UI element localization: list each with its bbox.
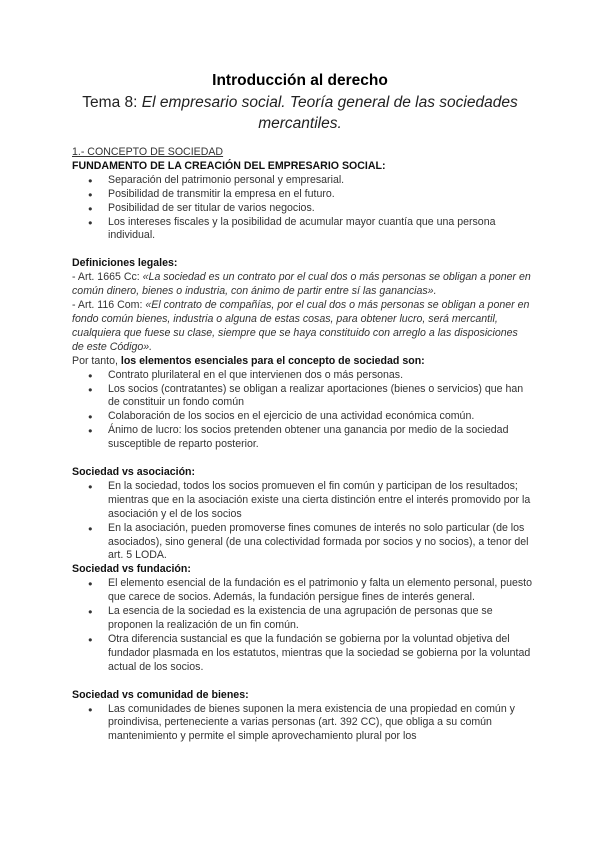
fundamento-list — [72, 174, 532, 244]
section-subheading: FUNDAMENTO DE LA CREACIÓN DEL EMPRESARIO SOCIAL: — [72, 159, 386, 172]
subtitle-prefix: Tema 8: — [82, 94, 142, 111]
list-item: ● En la asociación, pueden promoverse fines comunes de interés no solo particular (de los asociados), sino general (de una colectividad formada por socios y no socios), a tenor del art. 5 LODA. — [108, 522, 532, 564]
fundacion-heading: Sociedad vs fundación: — [72, 563, 191, 576]
subtitle-topic: El empresario social. Teoría general de las sociedades mercantiles. — [141, 94, 518, 132]
list-item: ● Ánimo de lucro: los socios pretenden obtener una ganancia por medio de la sociedad susceptible de reparto posterior. — [108, 424, 532, 452]
elementos-list — [72, 369, 532, 452]
document-body — [72, 146, 532, 744]
list-item: ● Contrato plurilateral en el que intervienen dos o más personas. — [108, 369, 532, 383]
document-title: Introducción al derecho — [212, 72, 388, 89]
spacer — [72, 675, 532, 689]
asociacion-heading: Sociedad vs asociación: — [72, 466, 196, 479]
art-116-quote: «El contrato de compañías, por el cual dos o más personas se obligan a poner en fondo común bienes, industria o alguna de estas cosas, para obtener lucro, será mercantil, cualquiera que fuese su clase, siempre que se haya constituido con arreglo a las disposiciones de este Código». — [72, 299, 530, 353]
art-1665-paragraph — [72, 271, 532, 299]
list-item: ● El elemento esencial de la fundación es el patrimonio y falta un elemento personal, puesto que carece de socios. Además, la fundación persigue fines de interés general. — [108, 577, 532, 605]
comunidad-list — [72, 703, 532, 745]
list-item: ● En la sociedad, todos los socios promueven el fin común y participan de los resultados; mientras que en la asociación existe una cierta distinción entre el interés promovido por la asociación y el de los socios — [108, 480, 532, 522]
spacer — [72, 452, 532, 466]
elementos-prefix: Por tanto, — [72, 354, 121, 367]
elementos-intro — [72, 355, 532, 369]
list-item: ● Los intereses fiscales y la posibilidad de acumular mayor cuantía que una persona individual. — [108, 216, 532, 244]
list-item: ● Las comunidades de bienes suponen la mera existencia de una propiedad en común y proindivisa, perteneciente a varias personas (art. 392 CC), que obliga a su común mantenimiento y permite el simple aprovechamiento plural por los — [108, 703, 532, 745]
list-item: ● Posibilidad de transmitir la empresa en el futuro. — [108, 188, 532, 202]
list-item: ● Los socios (contratantes) se obligan a realizar aportaciones (bienes o servicios) que han de constituir un fondo común — [108, 383, 532, 411]
art-116-label: - Art. 116 Com: — [72, 299, 146, 312]
comunidad-heading: Sociedad vs comunidad de bienes: — [72, 688, 249, 701]
fundacion-list — [72, 577, 532, 674]
asociacion-list — [72, 480, 532, 563]
art-1665-label: - Art. 1665 Cc: — [72, 271, 143, 284]
list-item: ● Separación del patrimonio personal y empresarial. — [108, 174, 532, 188]
art-1665-quote: «La sociedad es un contrato por el cual dos o más personas se obligan a poner en común dinero, bienes o industria, con ánimo de partir entre sí las ganancias». — [72, 271, 531, 298]
list-item: ● Posibilidad de ser titular de varios negocios. — [108, 202, 532, 216]
art-116-paragraph — [72, 299, 532, 355]
spacer — [72, 243, 532, 257]
list-item: ● Colaboración de los socios en el ejercicio de una actividad económica común. — [108, 410, 532, 424]
document-subtitle — [60, 92, 540, 134]
definiciones-heading: Definiciones legales: — [72, 257, 178, 270]
elementos-bold: los elementos esenciales para el concepto de sociedad son: — [120, 354, 425, 367]
list-item: ● La esencia de la sociedad es la existencia de una agrupación de personas que se proponen la realización de un fin común. — [108, 605, 532, 633]
section-heading: 1.- CONCEPTO DE SOCIEDAD — [72, 146, 224, 158]
list-item: ● Otra diferencia sustancial es que la fundación se gobierna por la voluntad objetiva del fundador plasmada en los estatutos, mientras que la sociedad se gobierna por la voluntad actual de los socios. — [108, 633, 532, 675]
